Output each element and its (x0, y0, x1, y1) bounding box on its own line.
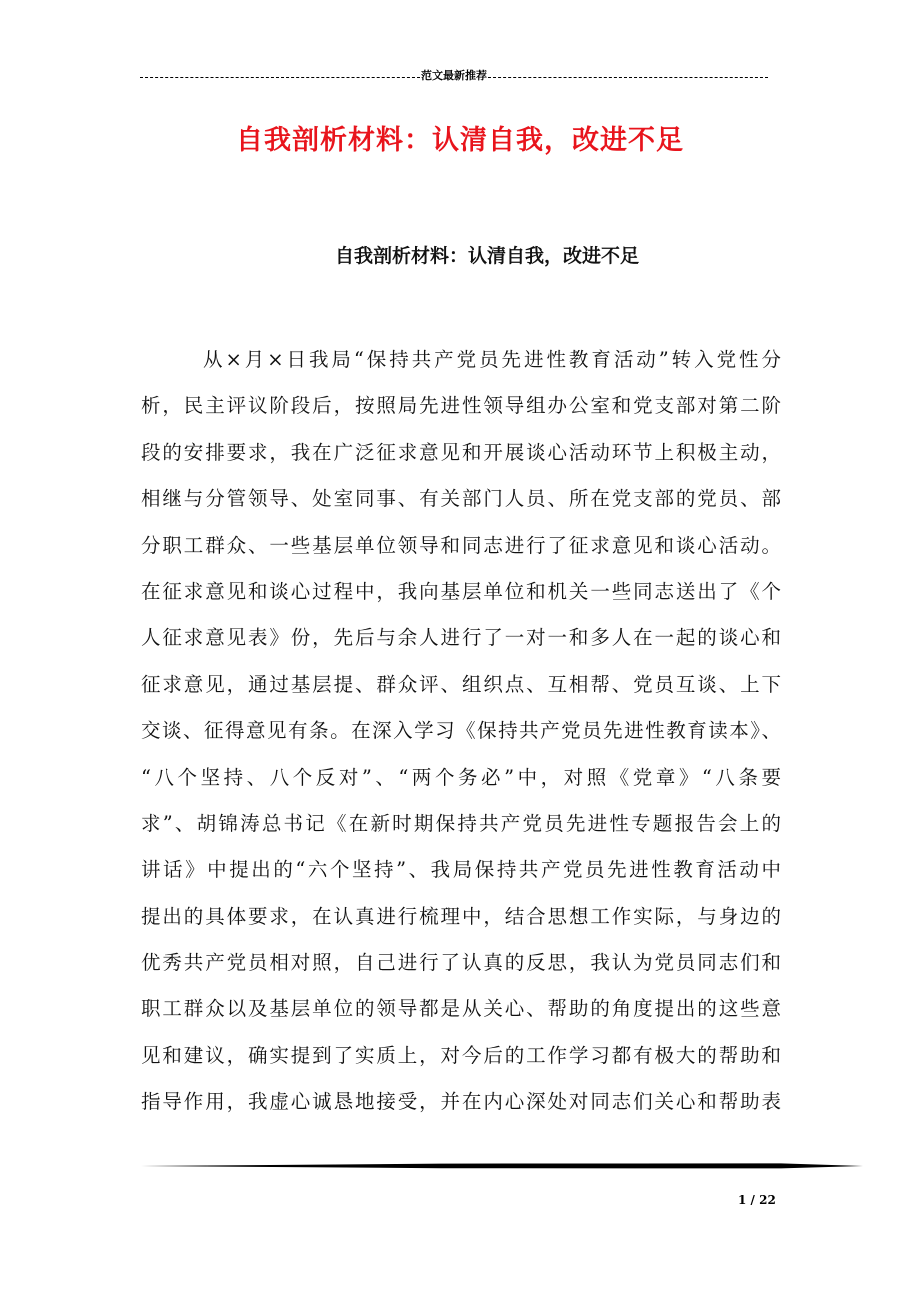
paragraph-line: 求”、胡锦涛总书记《在新时期保持共产党员先进性专题报告会上的 (141, 811, 781, 835)
paragraph-line: 从×月×日我局“保持共产党员先进性教育活动”转入党性分 (203, 348, 781, 371)
page-number: 1 / 22 (738, 1193, 776, 1207)
paragraph-line: 在征求意见和谈心过程中，我向基层单位和机关一些同志送出了《个 (141, 579, 781, 603)
page-header (140, 66, 768, 86)
paragraph-line: 讲话》中提出的“六个坚持”、我局保持共产党员先进性教育活动中 (141, 858, 781, 882)
header-label: 范文最新推荐 (421, 69, 487, 82)
paragraph-line: 相继与分管领导、处室同事、有关部门人员、所在党支部的党员、部 (141, 487, 781, 511)
paragraph-line: 见和建议，确实提到了实质上，对今后的工作学习都有极大的帮助和 (141, 1043, 781, 1067)
paragraph-line: 职工群众以及基层单位的领导都是从关心、帮助的角度提出的这些意 (141, 997, 781, 1021)
paragraph-line: 析，民主评议阶段后，按照局先进性领导组办公室和党支部对第二阶 (141, 394, 781, 418)
paragraph-line: 段的安排要求，我在广泛征求意见和开展谈心活动环节上积极主动， (141, 440, 781, 464)
paragraph-line: 指导作用，我虚心诚恳地接受，并在内心深处对同志们关心和帮助表 (141, 1090, 781, 1114)
header-dash-left (140, 77, 420, 78)
paragraph-line: 人征求意见表》份，先后与余人进行了一对一和多人在一起的谈心和 (141, 626, 781, 650)
footer-rule (141, 1163, 863, 1169)
paragraph-line: “八个坚持、八个反对”、“两个务必”中，对照《党章》“八条要 (141, 765, 781, 789)
body-paragraph (141, 337, 781, 1126)
paragraph-line: 交谈、征得意见有条。在深入学习《保持共产党员先进性教育读本》、 (141, 719, 781, 743)
paragraph-line: 征求意见，通过基层提、群众评、组织点、互相帮、党员互谈、上下 (141, 672, 781, 696)
paragraph-line: 分职工群众、一些基层单位领导和同志进行了征求意见和谈心活动。 (141, 533, 781, 557)
paragraph-line: 提出的具体要求，在认真进行梳理中，结合思想工作实际，与身边的 (141, 904, 781, 928)
paragraph-line: 优秀共产党员相对照，自己进行了认真的反思，我认为党员同志们和 (141, 951, 781, 975)
header-dash-right (488, 77, 768, 78)
document-subtitle: 自我剖析材料：认清自我，改进不足 (335, 245, 640, 267)
document-title: 自我剖析材料：认清自我，改进不足 (236, 125, 684, 156)
